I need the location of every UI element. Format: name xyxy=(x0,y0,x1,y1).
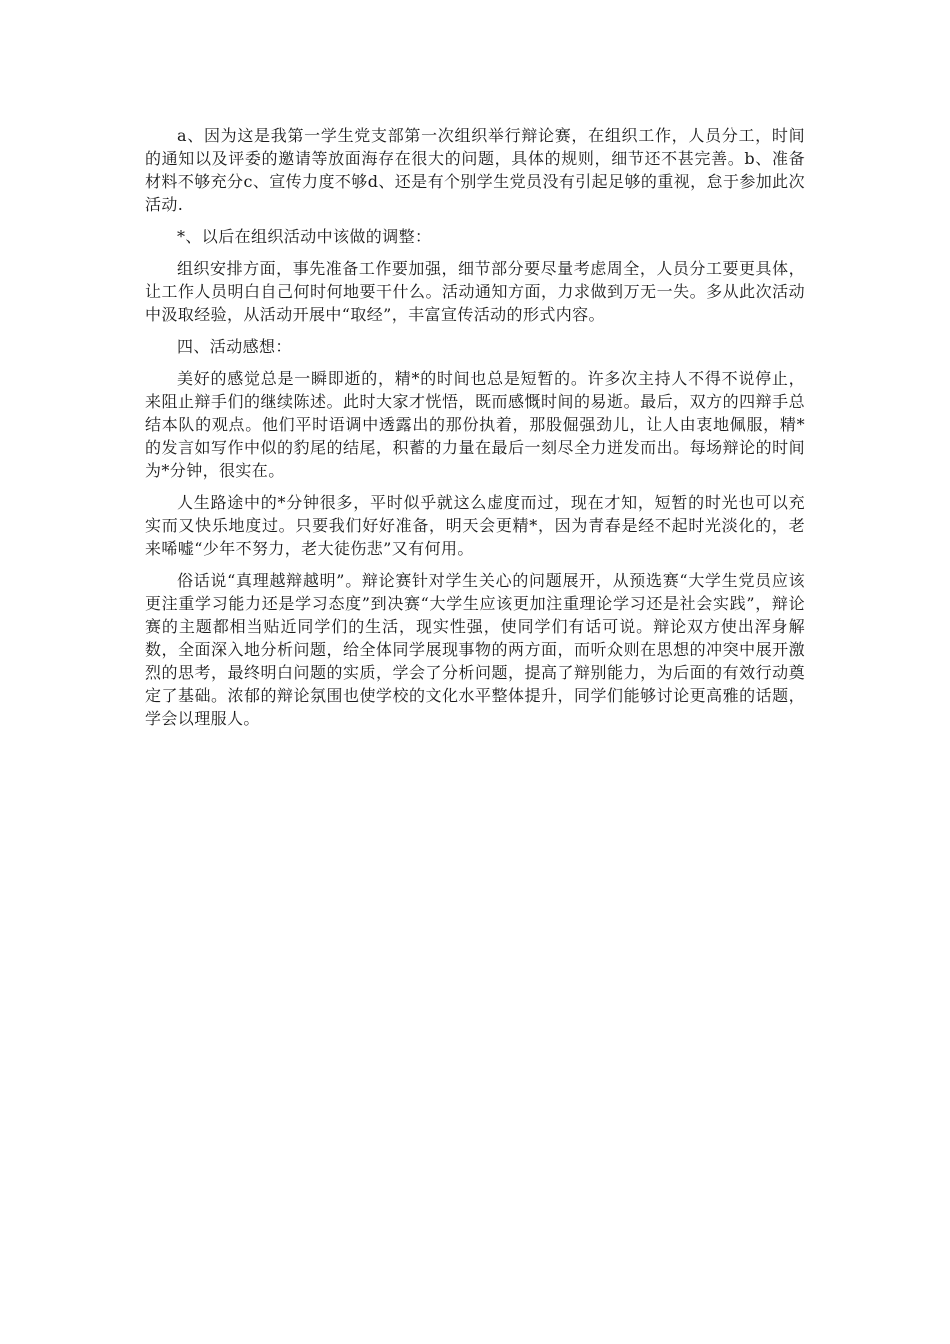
section-four-heading: 四、活动感想： xyxy=(177,337,292,356)
adjustments-heading: *、以后在组织活动中该做的调整： xyxy=(177,227,432,246)
reflection-paragraph-1: 美好的感觉总是一瞬即逝的，精*的时间也总是短暂的。许多次主持人不得不说停止，来阻止辩手们的继续陈述。此时大家才恍悟，既而感慨时间的易逝。最后，双方的四辩手总结本队的观点。他们平时语调中透露出的那份执着，那股倔强劲儿，让人由衷地佩服，精*的发言如写作中似的豹尾的结尾，积蓄的力量在最后一刻尽全力迸发而出。每场辩论的时间为*分钟，很实在。 xyxy=(145,369,805,480)
reflection-paragraph-3: 俗话说“真理越辩越明”。辩论赛针对学生关心的问题展开，从预选赛“大学生党员应该更注重学习能力还是学习态度”到决赛“大学生应该更加注重理论学习还是社会实践”，辩论赛的主题都相当贴近同学们的生活，现实性强，使同学们有话可说。辩论双方使出浑身解数，全面深入地分析问题，给全体同学展现事物的两方面，而听众则在思想的冲突中展开激烈的思考，最终明白问题的实质，学会了分析问题，提高了辩别能力，为后面的有效行动奠定了基础。浓郁的辩论氛围也使学校的文化水平整体提升，同学们能够讨论更高雅的话题，学会以理服人。 xyxy=(145,571,805,728)
document-page xyxy=(145,124,805,739)
problem-list-paragraph: a、因为这是我第一学生党支部第一次组织举行辩论赛，在组织工作，人员分工，时间的通知以及评委的邀请等放面海存在很大的问题，具体的规则，细节还不甚完善。b、准备材料不够充分c、宣传力度不够d、还是有个别学生党员没有引起足够的重视，怠于参加此次活动. xyxy=(145,126,805,214)
adjustments-paragraph: 组织安排方面，事先准备工作要加强，细节部分要尽量考虑周全，人员分工要更具体，让工作人员明白自己何时何地要干什么。活动通知方面，力求做到万无一失。多从此次活动中汲取经验，从活动开展中“取经”，丰富宣传活动的形式内容。 xyxy=(145,259,805,324)
reflection-paragraph-2: 人生路途中的*分钟很多，平时似乎就这么虚度而过，现在才知，短暂的时光也可以充实而又快乐地度过。只要我们好好准备，明天会更精*，因为青春是经不起时光淡化的，老来唏嘘“少年不努力，老大徒伤悲”又有何用。 xyxy=(145,493,805,558)
